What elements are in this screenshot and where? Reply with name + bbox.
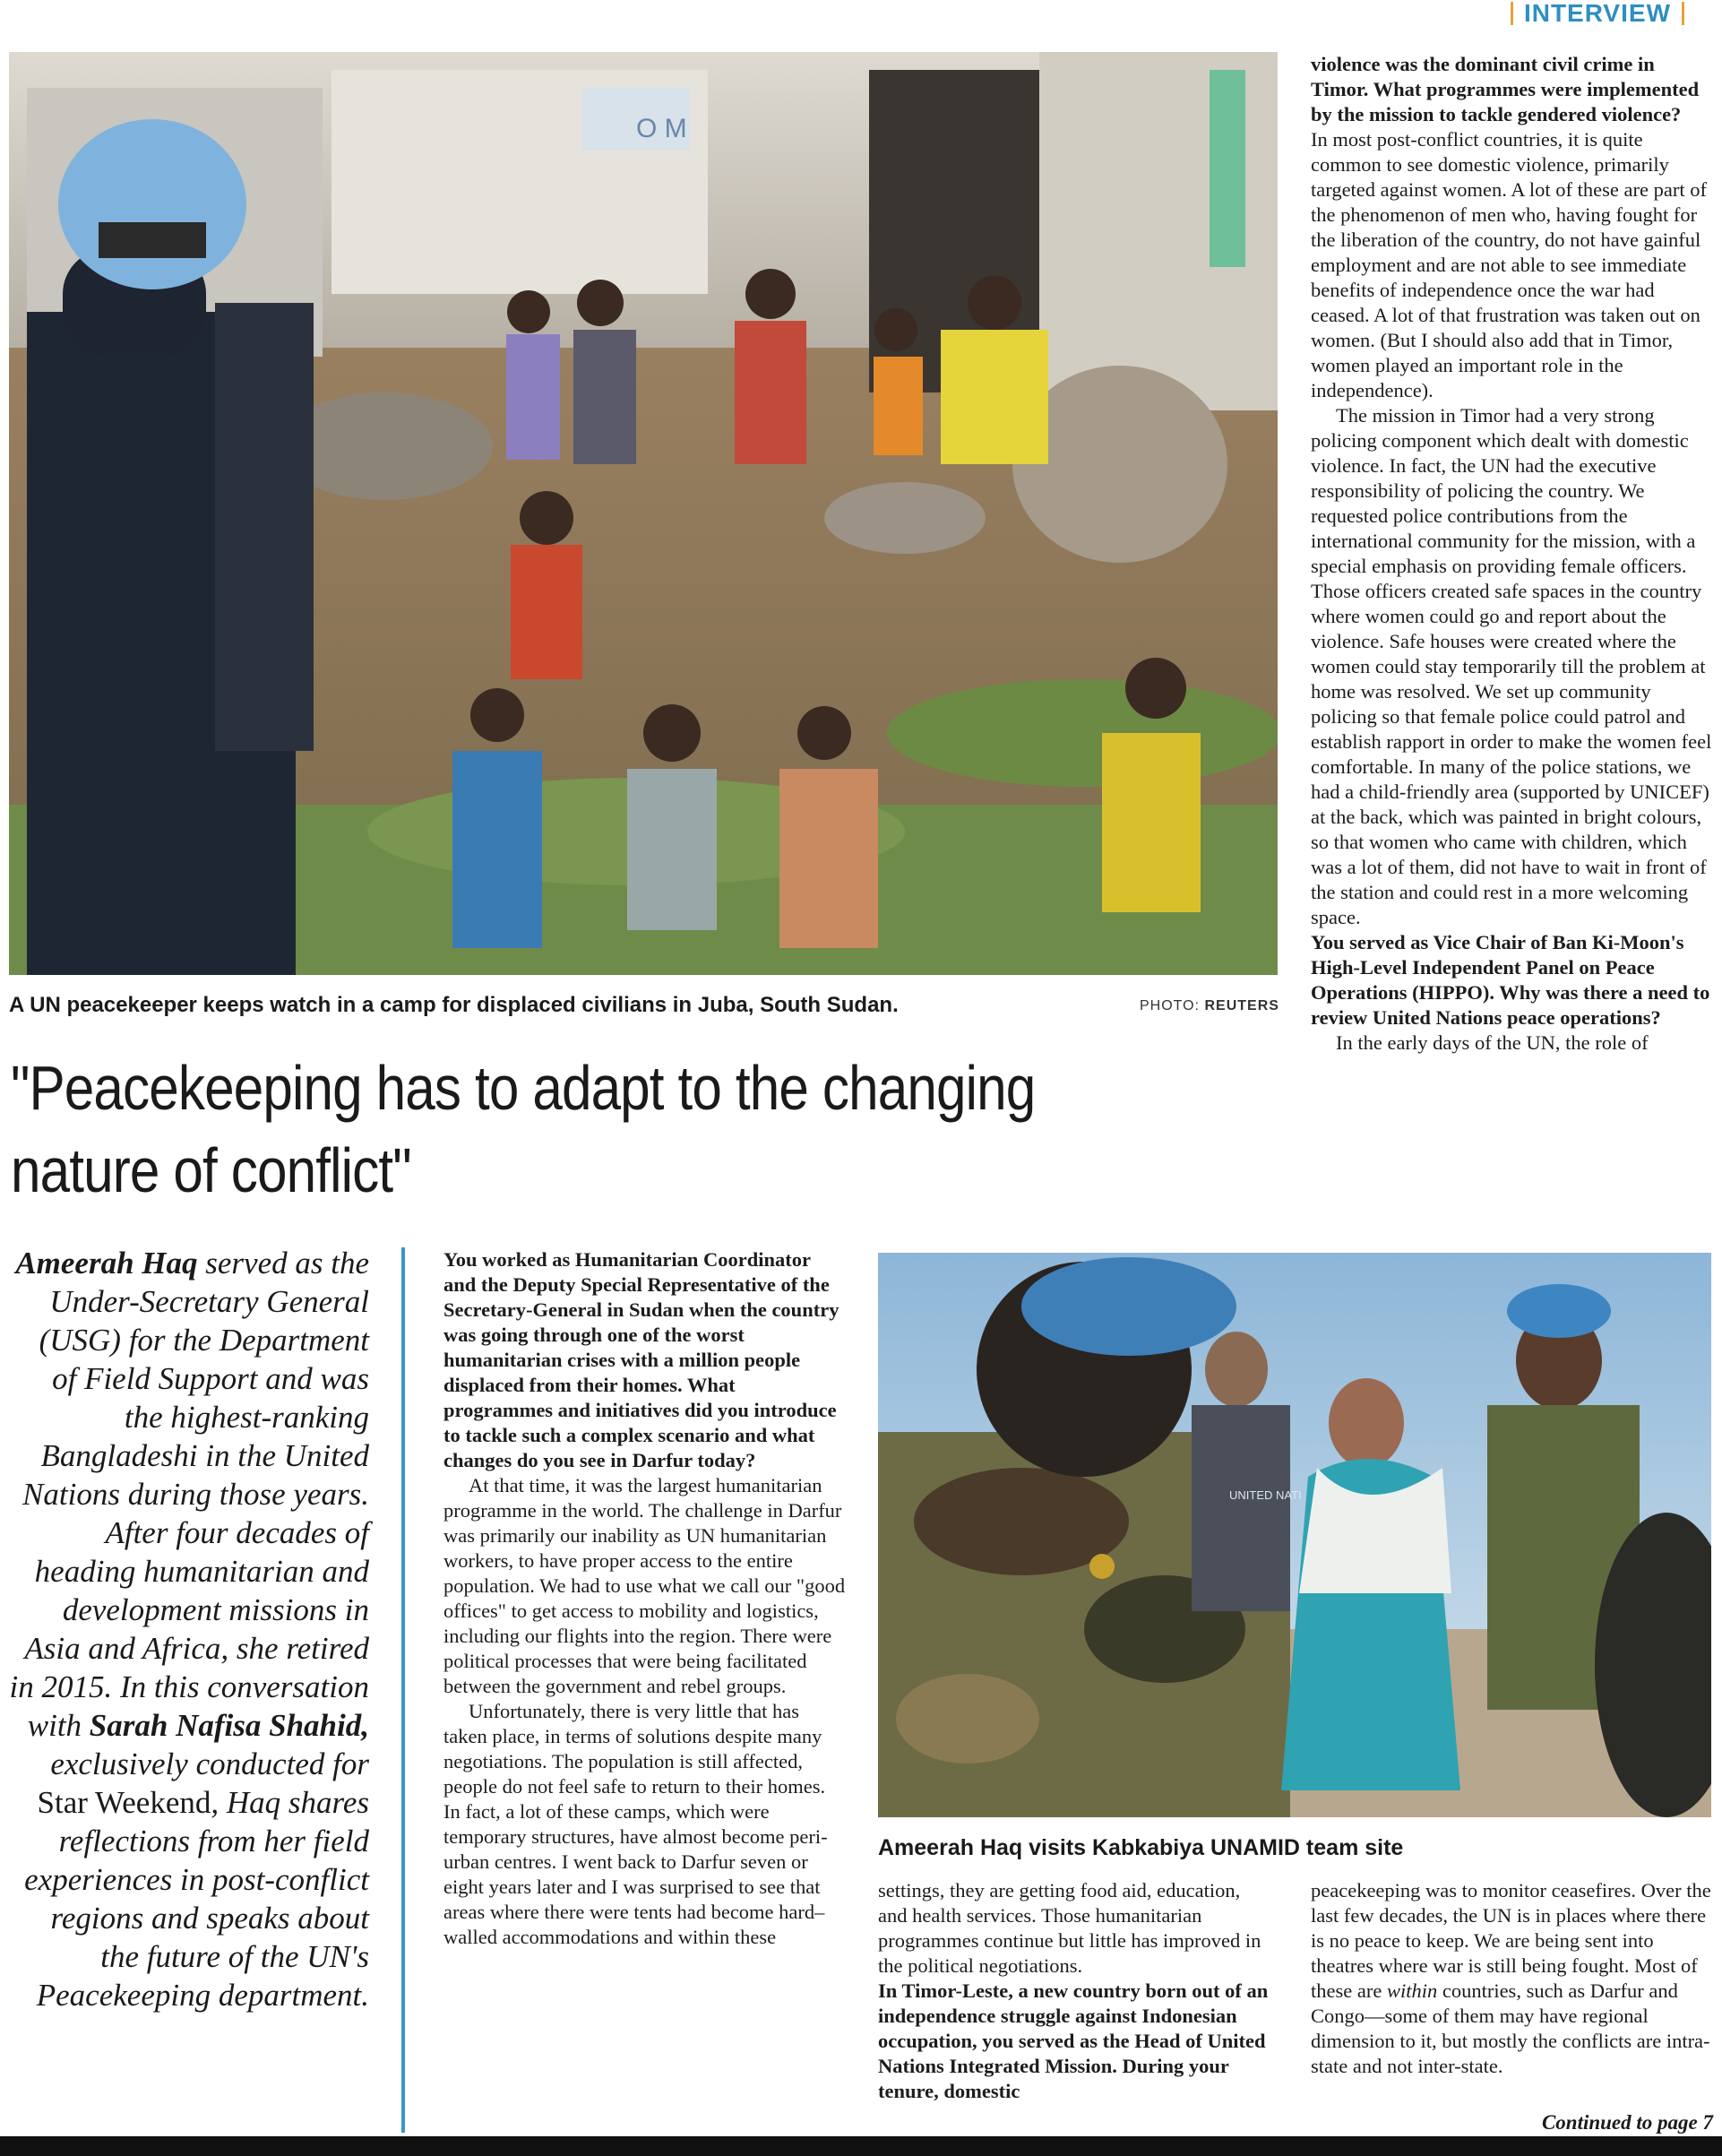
answer-1-paragraph-1: At that time, it was the largest humanitarian programme in the world. The challenge in Darfur was primarily our inability as UN humanitarian workers, to have proper access to the entire population. We had to use what we call our "good offices" to get access to mobility and logistics, including our flights into the region. There were political processes that were being facilitated between the government and rebel groups. xyxy=(443,1474,846,1697)
photo-credit-source: REUTERS xyxy=(1204,998,1279,1013)
answer-3-emphasis: within xyxy=(1386,1979,1438,2002)
section-tag xyxy=(1500,0,1695,27)
photo-ameerah-haq-visit xyxy=(878,1253,1711,1817)
continued-to-page: Continued to page 7 xyxy=(1541,2111,1713,2134)
headline xyxy=(11,1047,1089,1212)
answer-1-paragraph-2: Unfortunately, there is very little that has taken place, in terms of solutions despite many negotiations. The population is still affected, people do not feel safe to return to their homes. In fact, a lot of these camps, which were temporary structures, have almost become peri-urban centres. I went back to Darfur seven or eight years later and I was surprised to see that areas where there were tents had become hard–walled accommodations and within these xyxy=(443,1700,828,1948)
article-column-4-top xyxy=(1311,52,1714,1056)
article-column-3 xyxy=(878,1878,1272,2104)
intro-standfirst xyxy=(9,1244,369,2014)
intro-interviewer: Sarah Nafisa Shahid, xyxy=(89,1708,369,1743)
question-2-continued: violence was the dominant civil crime in Timor. What programmes were implemented by the mission to tackle gendered violence? xyxy=(1311,53,1700,125)
photo-top-caption: A UN peacekeeper keeps watch in a camp for displaced civilians in Juba, South Sudan. xyxy=(9,993,899,1017)
intro-publication: Star Weekend xyxy=(37,1785,211,1820)
intro-text-2: exclusively conducted for xyxy=(50,1746,369,1781)
answer-3-text-b: countries, such as Darfur and Congo—some of them may have regional dimension to it, but mostly the conflicts are intra-state and not inter-state. xyxy=(1311,1979,1710,2077)
intro-text-1: served as the Under-Secretary General (USG) for the Department of Field Support and was the highest-ranking Bangladeshi in the United Nations during those years. After four decades of heading humanitarian and development missions in Asia and Africa, she retired in 2015. In this conversation with xyxy=(9,1246,369,1743)
headline-line-1: "Peacekeeping has to adapt to the changing xyxy=(11,1053,1036,1123)
question-3: You served as Vice Chair of Ban Ki-Moon's High-Level Independent Panel on Peace Operations (HIPPO). Why was there a need to review United Nations peace operations? xyxy=(1311,931,1710,1029)
section-tag-label: INTERVIEW xyxy=(1523,0,1671,27)
photo-bottom-caption: Ameerah Haq visits Kabkabiya UNAMID team site xyxy=(878,1835,1404,1860)
vest-print-text: UNITED NATI xyxy=(1229,1488,1302,1502)
question-2: In Timor-Leste, a new country born out of an independence struggle against Indonesian occupation, you served as the Head of United Nations Integrated Mission. During your tenure, domestic xyxy=(878,1979,1269,2102)
article-column-4-bottom xyxy=(1311,1878,1714,2079)
answer-2-paragraph-1: In most post-conflict countries, it is quite common to see domestic violence, primarily targeted against women. A lot of these are part of the phenomenon of men who, having fought for the liberation of the country, do not have gainful employment and are not able to see immediate benefits of independence once the war had ceased. A lot of that frustration was taken out on women. (But I should also add that in Timor, women played an important role in the independence). xyxy=(1311,128,1707,401)
answer-3-paragraph-1-continued xyxy=(1311,1878,1714,2079)
tent-print-text: O M xyxy=(636,114,687,143)
question-1: You worked as Humanitarian Coordinator and the Deputy Special Representative of the Secretary-General in Sudan when the country was going through one of the worst humanitarian crises with a million people displaced from their homes. What programmes and initiatives did you introduce to tackle such a complex scenario and what changes do you see in Darfur today? xyxy=(443,1248,839,1471)
photo-peacekeeper-camp-image xyxy=(9,52,1278,975)
answer-2-paragraph-2: The mission in Timor had a very strong policing component which dealt with domestic violence. In fact, the UN had the executive responsibility of policing the country. We requested police contributions from the international community for the mission, with a special emphasis on providing female officers. Those officers created safe spaces in the country where women could go and report about the violence. Safe houses were created where the women could stay temporarily till the problem at home was resolved. We set up community policing so that female police could patrol and establish rapport in order to make the women feel comfortable. In many of the police stations, we had a child-friendly area (supported by UNICEF) at the back, which was painted in bright colours, so that women who came with children, which was a lot of them, did not have to wait in front of the station and could rest in a more welcoming space. xyxy=(1311,404,1712,928)
answer-3-paragraph-1: In the early days of the UN, the role of xyxy=(1336,1031,1649,1054)
headline-line-2: nature of conflict" xyxy=(11,1135,411,1205)
article-column-2 xyxy=(443,1247,847,1950)
intro-name: Ameerah Haq xyxy=(15,1246,198,1281)
intro-divider-rule xyxy=(401,1247,405,2133)
answer-3-text-a: peacekeeping was to monitor ceasefires. Over the last few decades, the UN is in places where there is no peace to keep. We are being sent into theatres where war is still being fought. Most of these are xyxy=(1311,1879,1711,2002)
page-bottom-bar xyxy=(0,2136,1722,2156)
section-tag-left-rule xyxy=(1511,2,1513,25)
photo-ameerah-haq-visit-image xyxy=(878,1253,1711,1817)
intro-text-3: , Haq shares reflections from her field experiences in post-conflict regions and speaks about the future of the UN's Peacekeeping department. xyxy=(24,1785,369,2013)
photo-peacekeeper-camp xyxy=(9,52,1278,975)
photo-credit-prefix: PHOTO: xyxy=(1140,998,1201,1013)
answer-1-paragraph-3: settings, they are getting food aid, education, and health services. Those humanitarian programmes continue but little has improved in the political negotiations. xyxy=(878,1879,1261,1977)
section-tag-right-rule xyxy=(1682,2,1684,25)
photo-top-credit xyxy=(1140,998,1279,1014)
